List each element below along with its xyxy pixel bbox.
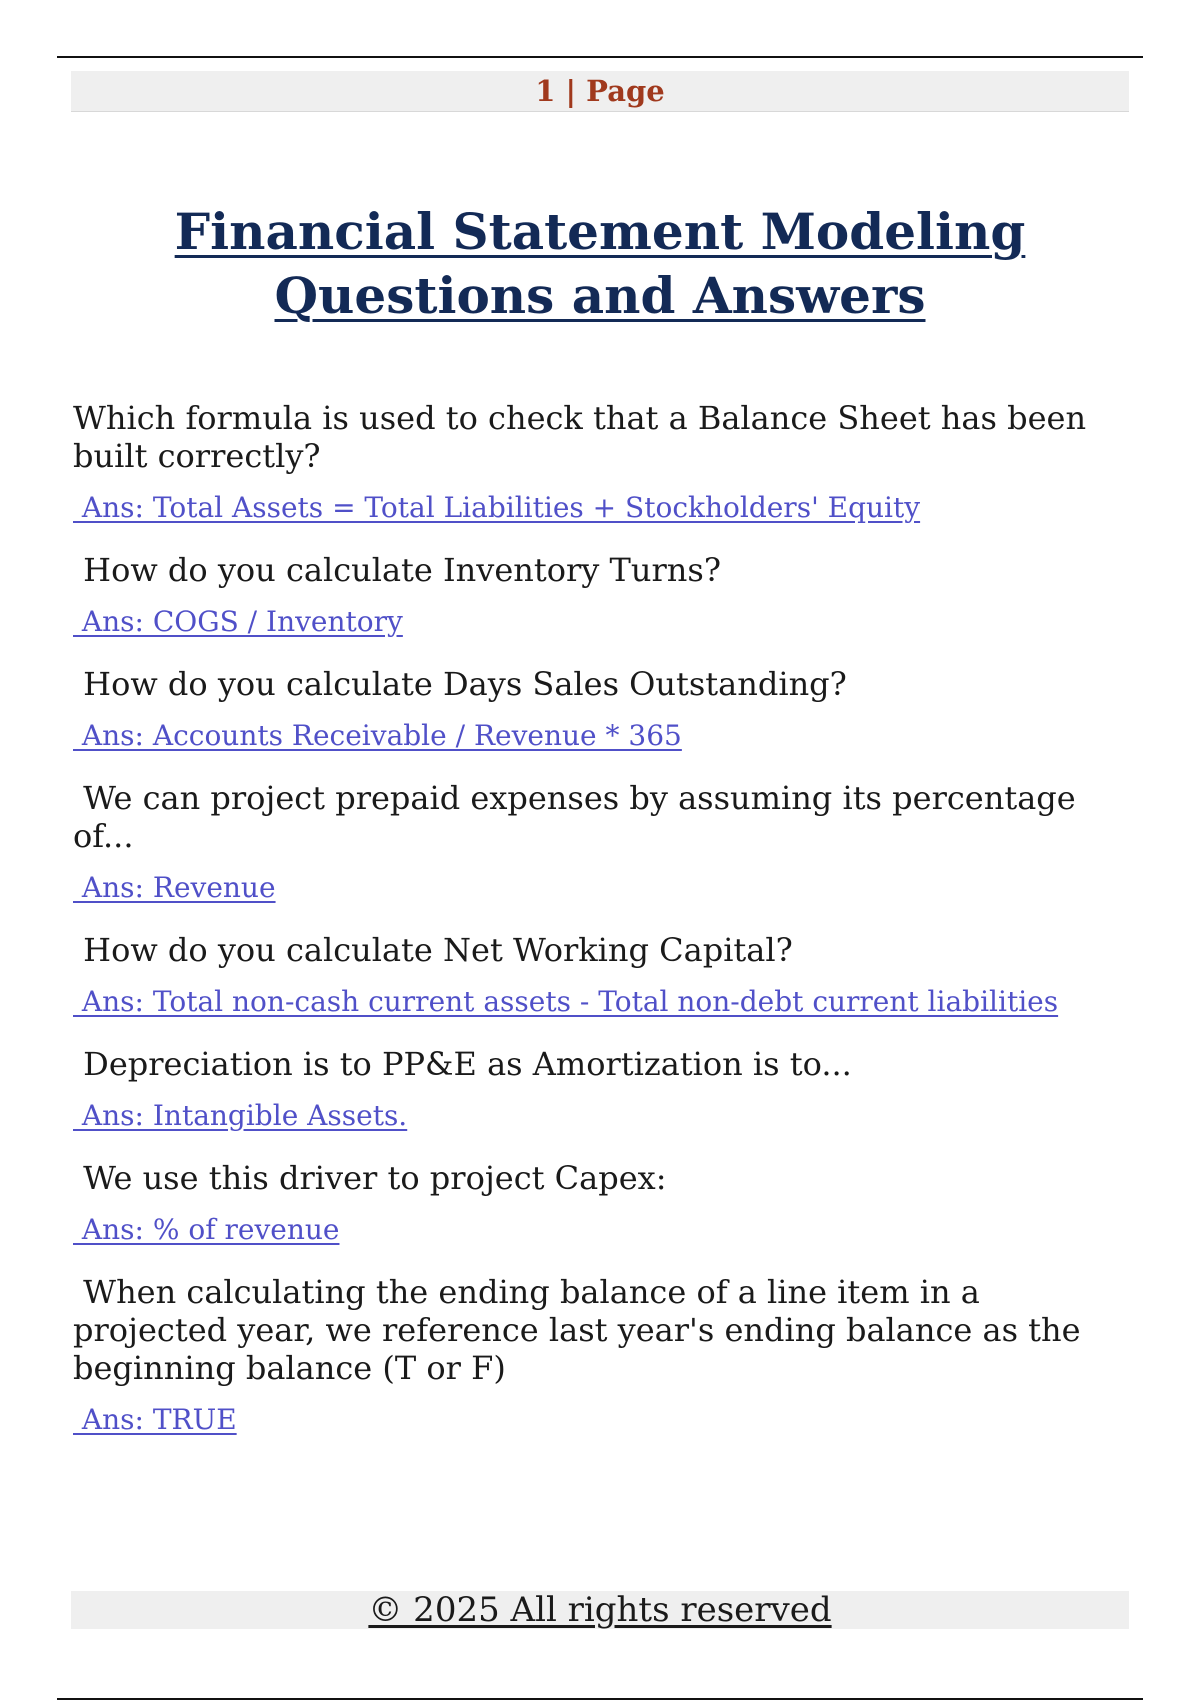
- question: We use this driver to project Capex:: [73, 1159, 667, 1197]
- qa-item: [73, 399, 1133, 525]
- answer-link[interactable]: Ans: Accounts Receivable / Revenue * 365: [73, 719, 682, 752]
- question: Depreciation is to PP&E as Amortization is to...: [73, 1045, 852, 1083]
- answer-link[interactable]: Ans: Revenue: [73, 871, 276, 904]
- question: How do you calculate Inventory Turns?: [73, 551, 721, 589]
- qa-item: [73, 1159, 1133, 1247]
- question: Which formula is used to check that a Balance Sheet has been built correctly?: [73, 399, 1097, 475]
- qa-item: [73, 779, 1133, 905]
- qa-item: [73, 931, 1133, 1019]
- answer-link[interactable]: Ans: TRUE: [73, 1403, 237, 1436]
- answer-link[interactable]: Ans: Total non-cash current assets - Total non-debt current liabilities: [73, 985, 1059, 1018]
- question: How do you calculate Net Working Capital?: [73, 931, 793, 969]
- qa-item: [73, 551, 1133, 639]
- document-title: Financial Statement Modeling Questions and Answers: [174, 202, 1026, 325]
- question: We can project prepaid expenses by assuming its percentage of...: [73, 779, 1086, 855]
- qa-item: [73, 665, 1133, 753]
- page-number-label: 1 | Page: [535, 74, 665, 108]
- page-header: [71, 71, 1129, 112]
- answer-link[interactable]: Ans: Intangible Assets.: [73, 1099, 408, 1132]
- copyright-text: © 2025 All rights reserved: [368, 1590, 832, 1630]
- top-rule: [57, 56, 1143, 58]
- qa-item: [73, 1273, 1133, 1437]
- question: How do you calculate Days Sales Outstanding?: [73, 665, 847, 703]
- answer-link[interactable]: Ans: Total Assets = Total Liabilities + Stockholders' Equity: [73, 491, 921, 524]
- qa-list: [73, 399, 1133, 1463]
- answer-link[interactable]: Ans: % of revenue: [73, 1213, 340, 1246]
- qa-item: [73, 1045, 1133, 1133]
- answer-link[interactable]: Ans: COGS / Inventory: [73, 605, 403, 638]
- question: When calculating the ending balance of a line item in a projected year, we reference last year's ending balance as the beginning balance (T or F): [73, 1273, 1091, 1387]
- footer: [71, 1591, 1129, 1629]
